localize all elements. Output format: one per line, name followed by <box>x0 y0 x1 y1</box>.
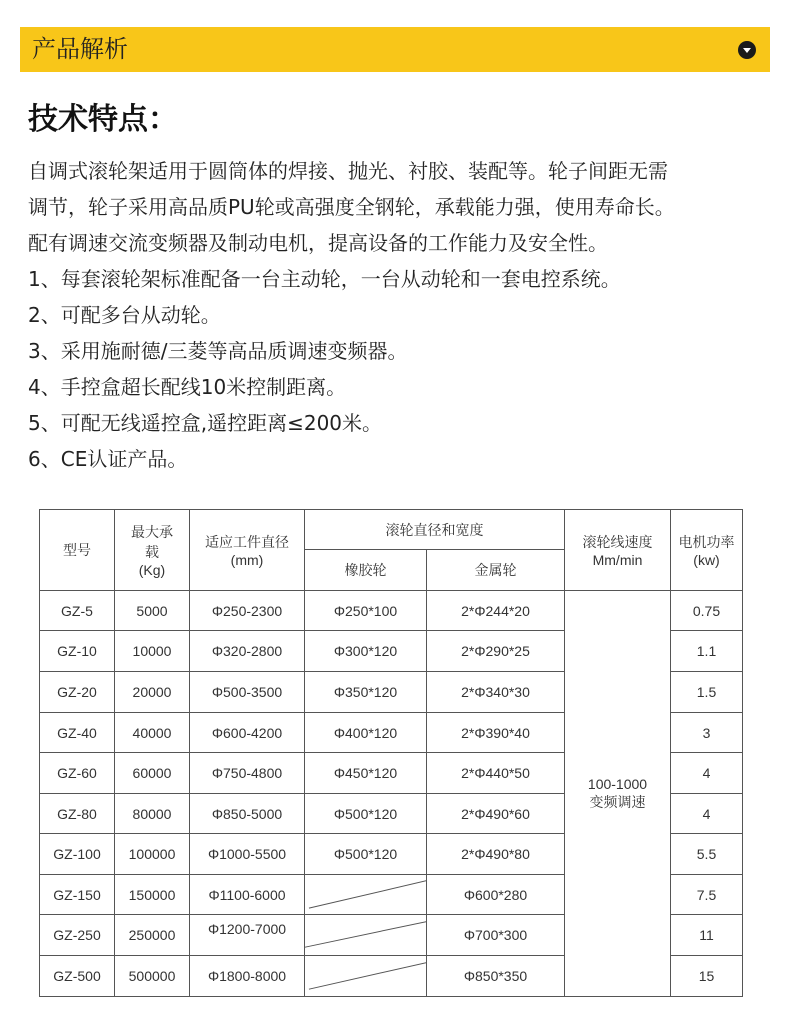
table-cell: GZ-100 <box>40 834 115 875</box>
table-cell: Φ300*120 <box>305 631 427 672</box>
table-row <box>40 591 743 631</box>
feature-item: 6、CE认证产品。 <box>28 447 188 471</box>
table-cell: 20000 <box>115 672 190 713</box>
table-cell: Φ400*120 <box>305 713 427 753</box>
table-cell: 10000 <box>115 631 190 672</box>
table-cell: Φ500*120 <box>305 794 427 834</box>
empty-rubber-cell <box>305 915 427 956</box>
table-cell: GZ-80 <box>40 794 115 834</box>
table-cell: Φ320-2800 <box>190 631 305 672</box>
empty-rubber-cell <box>305 875 427 915</box>
table-cell: Φ700*300 <box>427 915 565 956</box>
table-cell: GZ-10 <box>40 631 115 672</box>
header-metal-wheel: 金属轮 <box>427 550 565 591</box>
table-cell: 15 <box>671 956 743 997</box>
table-cell: 5000 <box>115 591 190 631</box>
table-cell: Φ600-4200 <box>190 713 305 753</box>
header-power: 电机功率 (kw) <box>671 510 743 591</box>
table-cell: 3 <box>671 713 743 753</box>
table-cell: Φ850-5000 <box>190 794 305 834</box>
header-model: 型号 <box>40 510 115 591</box>
table-cell: GZ-150 <box>40 875 115 915</box>
table-cell: 11 <box>671 915 743 956</box>
table-cell: Φ1200-7000 <box>190 915 305 956</box>
table-cell: 2*Φ490*80 <box>427 834 565 875</box>
table-cell: Φ1000-5500 <box>190 834 305 875</box>
table-cell: 2*Φ290*25 <box>427 631 565 672</box>
table-cell: GZ-20 <box>40 672 115 713</box>
description-line: 调节，轮子采用高品质PU轮或高强度全钢轮，承载能力强，使用寿命长。 <box>28 195 675 219</box>
spec-table <box>39 509 743 997</box>
table-cell: GZ-5 <box>40 591 115 631</box>
description-line: 自调式滚轮架适用于圆筒体的焊接、抛光、衬胶、装配等。轮子间距无需 <box>28 159 668 183</box>
table-cell: 80000 <box>115 794 190 834</box>
table-cell: 2*Φ244*20 <box>427 591 565 631</box>
table-cell: 250000 <box>115 915 190 956</box>
table-cell: Φ250*100 <box>305 591 427 631</box>
table-cell: 2*Φ340*30 <box>427 672 565 713</box>
table-cell: 40000 <box>115 713 190 753</box>
table-cell: 150000 <box>115 875 190 915</box>
table-cell: Φ500*120 <box>305 834 427 875</box>
table-cell: Φ600*280 <box>427 875 565 915</box>
table-cell: Φ450*120 <box>305 753 427 794</box>
table-cell: 100000 <box>115 834 190 875</box>
table-cell: Φ250-2300 <box>190 591 305 631</box>
table-cell: 4 <box>671 753 743 794</box>
table-cell: 7.5 <box>671 875 743 915</box>
chevron-down-icon[interactable] <box>738 41 756 59</box>
section-banner[interactable] <box>20 27 770 72</box>
table-cell: Φ750-4800 <box>190 753 305 794</box>
feature-item: 3、采用施耐德/三菱等高品质调速变频器。 <box>28 339 408 363</box>
table-cell: GZ-60 <box>40 753 115 794</box>
table-cell: Φ1100-6000 <box>190 875 305 915</box>
header-rubber-wheel: 橡胶轮 <box>305 550 427 591</box>
speed-value: 100-1000 变频调速 <box>565 591 671 997</box>
table-cell: GZ-250 <box>40 915 115 956</box>
table-cell: 0.75 <box>671 591 743 631</box>
feature-item: 5、可配无线遥控盒,遥控距离≤200米。 <box>28 411 383 435</box>
table-cell: Φ850*350 <box>427 956 565 997</box>
feature-item: 4、手控盒超长配线10米控制距离。 <box>28 375 347 399</box>
table-cell: GZ-40 <box>40 713 115 753</box>
table-cell: Φ500-3500 <box>190 672 305 713</box>
table-cell: GZ-500 <box>40 956 115 997</box>
table-cell: 5.5 <box>671 834 743 875</box>
table-cell: 2*Φ390*40 <box>427 713 565 753</box>
feature-item: 1、每套滚轮架标准配备一台主动轮，一台从动轮和一套电控系统。 <box>28 267 621 291</box>
empty-rubber-cell <box>305 956 427 997</box>
header-wheel-group: 滚轮直径和宽度 <box>305 510 565 550</box>
header-max-load: 最大承 载 (Kg) <box>115 510 190 591</box>
table-cell: 1.5 <box>671 672 743 713</box>
table-cell: Φ1800-8000 <box>190 956 305 997</box>
table-cell: 60000 <box>115 753 190 794</box>
feature-item: 2、可配多台从动轮。 <box>28 303 221 327</box>
table-cell: Φ350*120 <box>305 672 427 713</box>
features-heading: 技术特点： <box>28 102 178 137</box>
banner-title: 产品解析 <box>32 35 128 63</box>
header-diameter: 适应工件直径 (mm) <box>190 510 305 591</box>
table-cell: 4 <box>671 794 743 834</box>
table-cell: 2*Φ490*60 <box>427 794 565 834</box>
table-cell: 2*Φ440*50 <box>427 753 565 794</box>
table-cell: 1.1 <box>671 631 743 672</box>
header-speed: 滚轮线速度 Mm/min <box>565 510 671 591</box>
description-line: 配有调速交流变频器及制动电机，提高设备的工作能力及安全性。 <box>28 231 608 255</box>
table-cell: 500000 <box>115 956 190 997</box>
